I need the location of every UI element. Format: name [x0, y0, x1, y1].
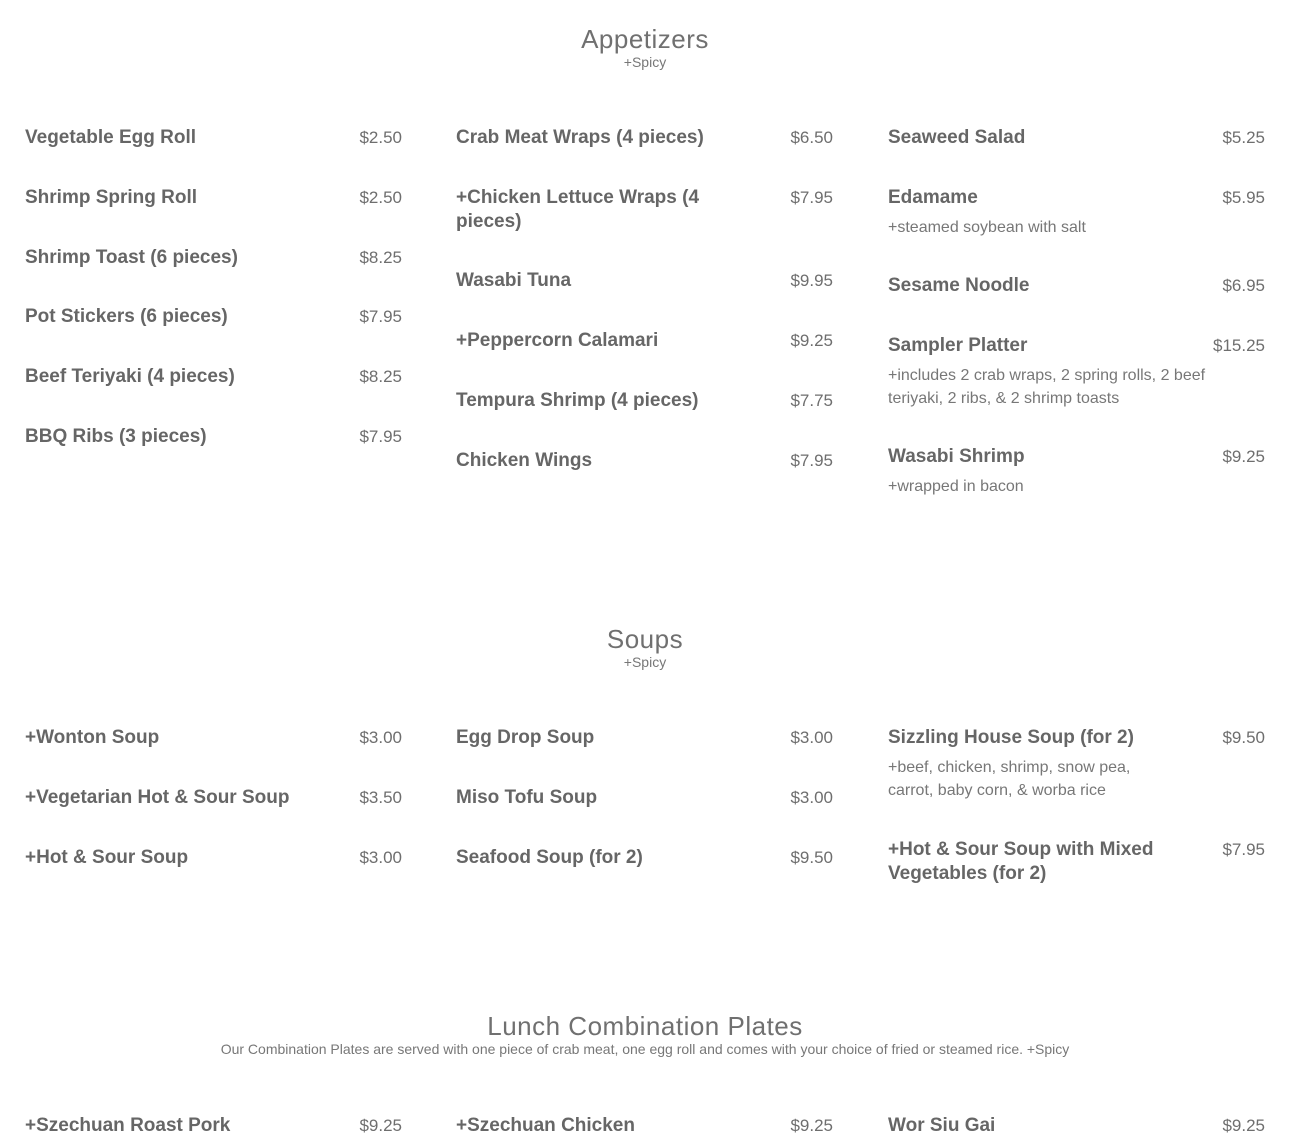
item-price: $3.50 — [359, 788, 402, 807]
item-price: $7.95 — [790, 188, 833, 207]
item-description: +wrapped in bacon — [888, 478, 1024, 495]
item-name: Seaweed Salad — [888, 127, 1026, 148]
item-description: +beef, chicken, shrimp, snow pea, carrot, baby corn, & worba rice — [888, 759, 1131, 799]
item-name: +Wonton Soup — [25, 727, 160, 748]
item-name: Sesame Noodle — [888, 275, 1030, 296]
item-price: $9.50 — [790, 848, 833, 867]
item-name: Edamame — [888, 187, 978, 208]
item-description: +steamed soybean with salt — [888, 219, 1086, 236]
item-price: $9.25 — [1222, 1116, 1265, 1135]
item-name: Wasabi Tuna — [456, 270, 572, 291]
item-price: $7.75 — [790, 391, 833, 410]
item-price: $7.95 — [359, 307, 402, 326]
item-name: Wor Siu Gai — [888, 1115, 996, 1136]
item-price: $8.25 — [359, 367, 402, 386]
item-price: $9.25 — [790, 331, 833, 350]
item-price: $3.00 — [790, 728, 833, 747]
item-name: +Vegetarian Hot & Sour Soup — [25, 787, 290, 808]
item-name: Pot Stickers (6 pieces) — [25, 306, 228, 327]
item-price: $9.25 — [790, 1116, 833, 1135]
item-name: Vegetable Egg Roll — [25, 127, 197, 148]
item-name: Chicken Wings — [456, 450, 593, 471]
item-price: $3.00 — [359, 728, 402, 747]
item-price: $6.95 — [1222, 276, 1265, 295]
item-name: Wasabi Shrimp — [888, 446, 1025, 467]
item-name: +Chicken Lettuce Wraps (4 pieces) — [456, 187, 700, 232]
item-name: Sizzling House Soup (for 2) — [888, 727, 1134, 748]
item-name: Miso Tofu Soup — [456, 787, 598, 808]
item-name: BBQ Ribs (3 pieces) — [25, 426, 207, 447]
item-price: $6.50 — [790, 128, 833, 147]
item-description: +includes 2 crab wraps, 2 spring rolls, 2 beef teriyaki, 2 ribs, & 2 shrimp toasts — [888, 367, 1206, 407]
item-price: $2.50 — [359, 188, 402, 207]
item-name: Egg Drop Soup — [456, 727, 595, 748]
section-title: Soups — [606, 624, 684, 654]
section-subtitle: +Spicy — [623, 54, 667, 70]
item-price: $15.25 — [1213, 336, 1265, 355]
item-price: $8.25 — [359, 248, 402, 267]
section-subtitle: +Spicy — [623, 654, 667, 670]
item-price: $5.95 — [1222, 188, 1265, 207]
item-name: +Szechuan Roast Pork — [25, 1115, 231, 1136]
item-name: Beef Teriyaki (4 pieces) — [25, 366, 235, 387]
item-price: $9.25 — [1222, 447, 1265, 466]
item-name: Sampler Platter — [888, 335, 1028, 356]
item-name: +Hot & Sour Soup — [25, 847, 189, 868]
item-price: $9.25 — [359, 1116, 402, 1135]
item-price: $7.95 — [1222, 840, 1265, 859]
item-name: Seafood Soup (for 2) — [456, 847, 643, 868]
section-title: Lunch Combination Plates — [487, 1011, 803, 1041]
section-title: Appetizers — [581, 24, 709, 54]
item-price: $7.95 — [790, 451, 833, 470]
item-name: Crab Meat Wraps (4 pieces) — [456, 127, 704, 148]
item-price: $2.50 — [359, 128, 402, 147]
item-name: Shrimp Toast (6 pieces) — [25, 247, 238, 268]
item-price: $5.25 — [1222, 128, 1265, 147]
item-name: +Peppercorn Calamari — [456, 330, 659, 351]
item-price: $9.95 — [790, 271, 833, 290]
item-name: +Hot & Sour Soup with Mixed Vegetables (for 2) — [888, 839, 1154, 884]
item-name: Shrimp Spring Roll — [25, 187, 198, 208]
item-name: +Szechuan Chicken — [456, 1115, 635, 1136]
section-subtitle: Our Combination Plates are served with one piece of crab meat, one egg roll and comes with your choice of fried or steamed rice. +Spicy — [220, 1041, 1070, 1057]
item-price: $7.95 — [359, 427, 402, 446]
item-price: $3.00 — [790, 788, 833, 807]
item-price: $3.00 — [359, 848, 402, 867]
item-name: Tempura Shrimp (4 pieces) — [456, 390, 699, 411]
item-price: $9.50 — [1222, 728, 1265, 747]
